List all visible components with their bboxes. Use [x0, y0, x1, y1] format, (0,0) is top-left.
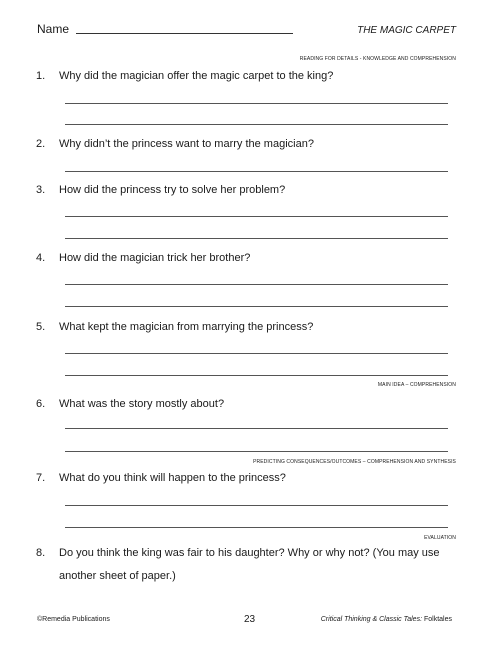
answer-line[interactable] [65, 284, 448, 285]
question-text: What do you think will happen to the princess? [59, 472, 286, 484]
worksheet-title: THE MAGIC CARPET [357, 25, 456, 36]
name-label: Name [37, 22, 70, 36]
answer-line[interactable] [65, 238, 448, 239]
answer-line[interactable] [65, 527, 448, 528]
question-number: 4. [36, 252, 46, 264]
question-text-continued: another sheet of paper.) [59, 570, 176, 582]
question-number: 1. [36, 70, 46, 82]
question-text: What was the story mostly about? [59, 398, 225, 410]
question-number: 6. [36, 398, 46, 410]
section-heading-main-idea: MAIN IDEA – COMPREHENSION [377, 382, 456, 388]
section-heading-evaluation: EVALUATION [424, 535, 456, 541]
book-subtitle: Folktales [422, 616, 452, 623]
question-number: 7. [36, 472, 46, 484]
answer-line[interactable] [65, 306, 448, 307]
question-text: How did the magician trick her brother? [59, 252, 251, 264]
section-heading-predicting: PREDICTING CONSEQUENCES/OUTCOMES – COMPREHENSION AND SYNTHESIS [253, 459, 456, 465]
answer-line[interactable] [65, 375, 448, 376]
question-text: Why did the magician offer the magic carpet to the king? [59, 70, 334, 82]
book-title [321, 616, 452, 623]
answer-line[interactable] [65, 505, 448, 506]
question-number: 8. [36, 547, 46, 559]
answer-line[interactable] [65, 103, 448, 104]
answer-line[interactable] [65, 171, 448, 172]
answer-line[interactable] [65, 428, 448, 429]
section-heading-reading-details: READING FOR DETAILS - KNOWLEDGE AND COMPREHENSION [299, 56, 456, 62]
question-number: 2. [36, 138, 46, 150]
name-line[interactable] [76, 33, 293, 34]
answer-line[interactable] [65, 451, 448, 452]
publisher-credit: ©Remedia Publications [37, 616, 110, 623]
question-number: 5. [36, 321, 46, 333]
question-text: Do you think the king was fair to his daughter? Why or why not? (You may use [59, 547, 440, 559]
answer-line[interactable] [65, 353, 448, 354]
answer-line[interactable] [65, 216, 448, 217]
question-text: How did the princess try to solve her problem? [59, 184, 286, 196]
book-series: Critical Thinking & Classic Tales: [320, 616, 423, 623]
question-text: What kept the magician from marrying the princess? [59, 321, 314, 333]
question-number: 3. [36, 184, 46, 196]
page-number: 23 [244, 614, 256, 625]
answer-line[interactable] [65, 124, 448, 125]
question-text: Why didn’t the princess want to marry the magician? [59, 138, 314, 150]
